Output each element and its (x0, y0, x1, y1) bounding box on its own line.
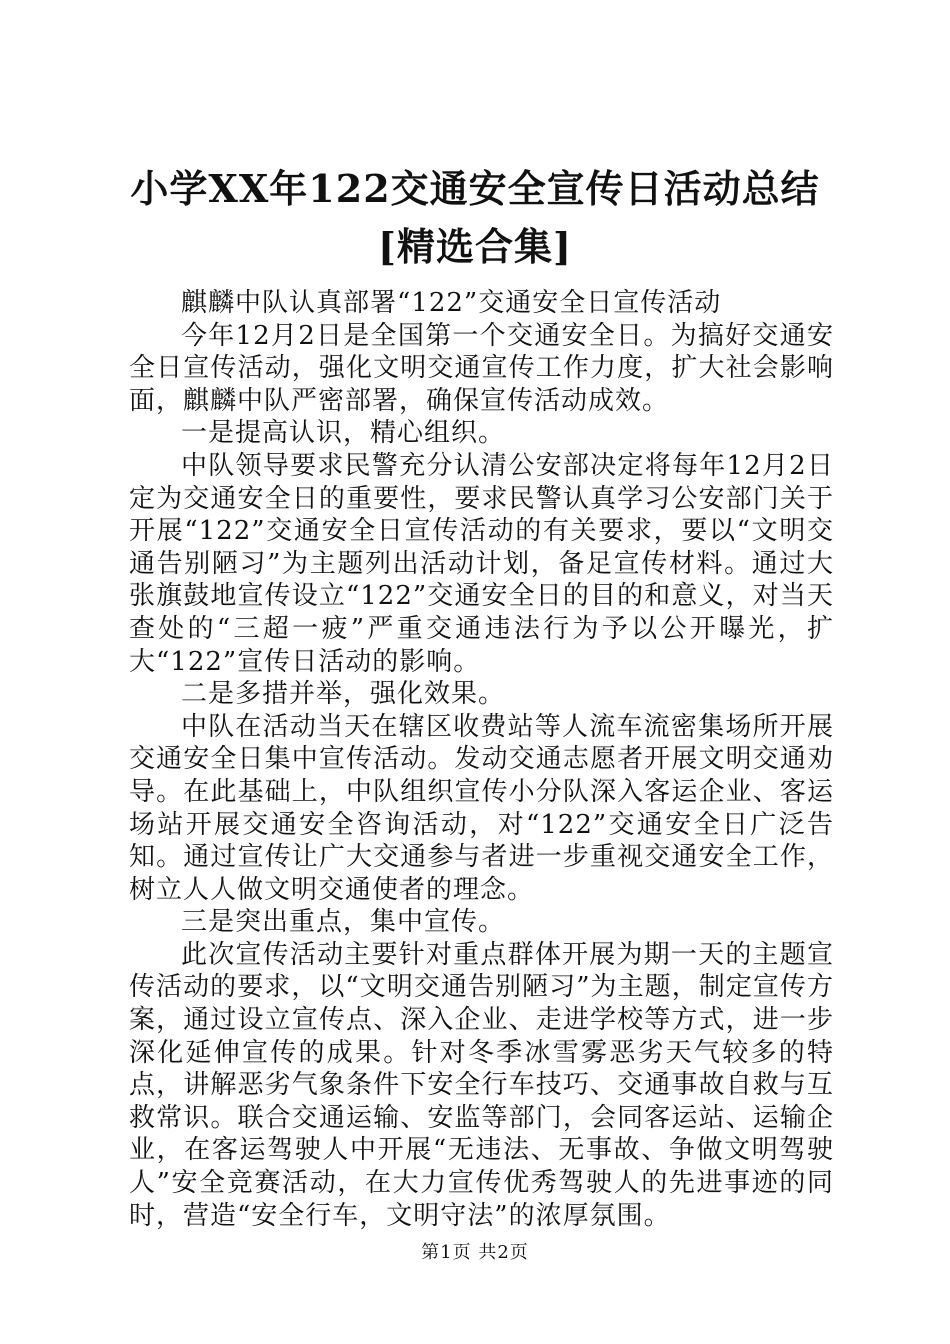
document-body (129, 287, 834, 1232)
document-title: 小学XX年122交通安全宣传日活动总结[精选合集] (130, 166, 820, 269)
paragraph: 中队领导要求民警充分认清公安部决定将每年12月2日定为交通安全日的重要性，要求民警认真学习公安部门关于开展“122”交通安全日宣传活动的有关要求，要以“文明交通告别陋习”为主题列出活动计划，备足宣传材料。通过大张旗鼓地宣传设立“122”交通安全日的目的和意义，对当天查处的“三超一疲”严重交通违法行为予以公开曝光，扩大“122”宣传日活动的影响。 (129, 450, 834, 677)
section-heading: 三是突出重点，集中宣传。 (181, 907, 506, 938)
page-number-footer: 第1页 共2页 (421, 1242, 529, 1263)
paragraph-heading: 麒麟中队认真部署“122”交通安全日宣传活动 (181, 288, 722, 318)
paragraph: 此次宣传活动主要针对重点群体开展为期一天的主题宣传活动的要求，以“文明交通告别陋习”为主题，制定宣传方案，通过设立宣传点、深入企业、走进学校等方式，进一步深化延伸宣传的成果。针对冬季冰雪雾恶劣天气较多的特点，讲解恶劣气象条件下安全行车技巧、交通事故自救与互救常识。联合交通运输、安监等部门，会同客运站、运输企业，在客运驾驶人中开展“无违法、无事故、争做文明驾驶人”安全竞赛活动，在大力宣传优秀驾驶人的先进事迹的同时，营造“安全行车，文明守法”的浓厚氛围。 (129, 939, 834, 1231)
paragraph: 中队在活动当天在辖区收费站等人流车流密集场所开展交通安全日集中宣传活动。发动交通志愿者开展文明交通劝导。在此基础上，中队组织宣传小分队深入客运企业、客运场站开展交通安全咨询活动，对“122”交通安全日广泛告知。通过宣传让广大交通参与者进一步重视交通安全工作，树立人人做文明交通使者的理念。 (129, 711, 834, 905)
section-heading: 一是提高认识，精心组织。 (181, 418, 506, 449)
paragraph: 今年12月2日是全国第一个交通安全日。为搞好交通安全日宣传活动，强化文明交通宣传工作力度，扩大社会影响面，麒麟中队严密部署，确保宣传活动成效。 (129, 320, 834, 416)
section-heading: 二是多措并举，强化效果。 (181, 679, 506, 710)
